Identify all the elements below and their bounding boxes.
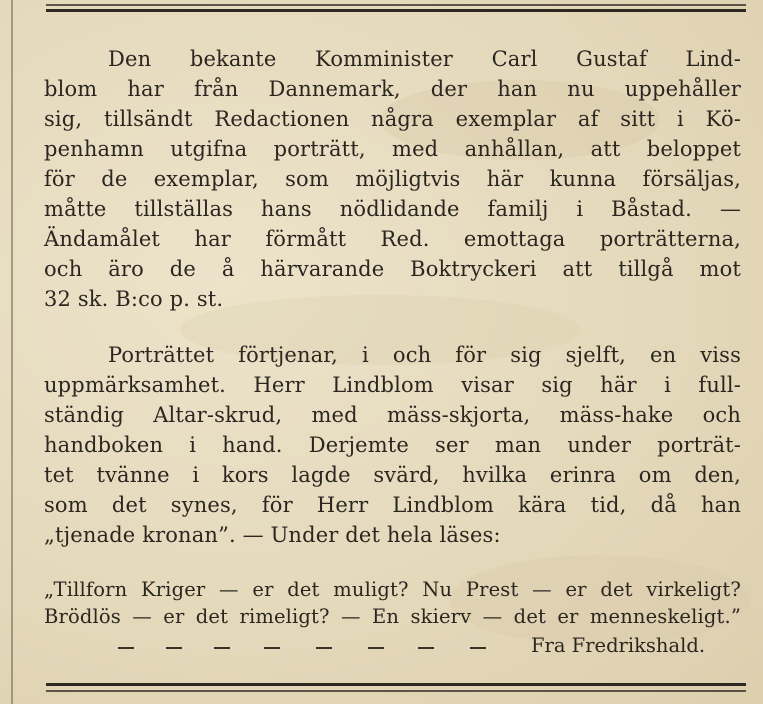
- top-rule-thin: [46, 4, 746, 6]
- p2-line-7: „tjenade kronan”. — Under det hela läses:: [44, 523, 501, 547]
- bottom-rule-thin: [46, 690, 746, 692]
- p2-line-3: ständig Altar-skrud, med mäss-skjorta, mäss-hake och: [44, 403, 741, 427]
- signature: Fra Fredrikshald.: [531, 634, 706, 657]
- p2-line-1: Porträttet förtjenar, i och för sig sjelft, en viss: [108, 343, 741, 367]
- page-edge: [11, 0, 13, 704]
- p1-line-1: Den bekante Komminister Carl Gustaf Lind-: [108, 47, 741, 71]
- p2-line-4: handboken i hand. Derjemte ser man under porträt-: [44, 433, 741, 457]
- signature-line: [44, 632, 741, 660]
- p1-line-8: och äro de å härvarande Boktryckeri att tillgå mot: [44, 257, 741, 281]
- p2-line-5: tet tvänne i kors lagde svärd, hvilka erinra om den,: [44, 463, 741, 487]
- p1-line-4: penhamn utgifna porträtt, med anhållan, att beloppet: [44, 137, 741, 161]
- p1-line-5: för de exemplar, som möjligtvis här kunna försäljas,: [44, 167, 741, 191]
- p2-line-2: uppmärksamhet. Herr Lindblom visar sig här i full-: [44, 373, 741, 397]
- p2-line-6: som det synes, för Herr Lindblom kära tid, då han: [44, 493, 741, 517]
- p1-line-6: måtte tillställas hans nödlidande familj i Båstad. —: [44, 197, 741, 221]
- quote-line-1: „Tillforn Kriger — er det muligt? Nu Prest — er det virkeligt?: [44, 578, 741, 601]
- p1-line-2: blom har från Dannemark, der han nu uppehåller: [44, 77, 741, 101]
- bottom-rule-thick: [46, 683, 746, 686]
- p1-line-7: Ändamålet har förmått Red. emottaga porträtterna,: [44, 227, 741, 251]
- p1-line-3: sig, tillsändt Redactionen några exemplar af sitt i Kö-: [44, 107, 741, 131]
- p1-line-9: 32 sk. B:co p. st.: [44, 287, 224, 311]
- top-rule-thick: [46, 9, 746, 12]
- quote-line-2: Brödlös — er det rimeligt? — En skierv — det er menneskeligt.”: [44, 605, 741, 628]
